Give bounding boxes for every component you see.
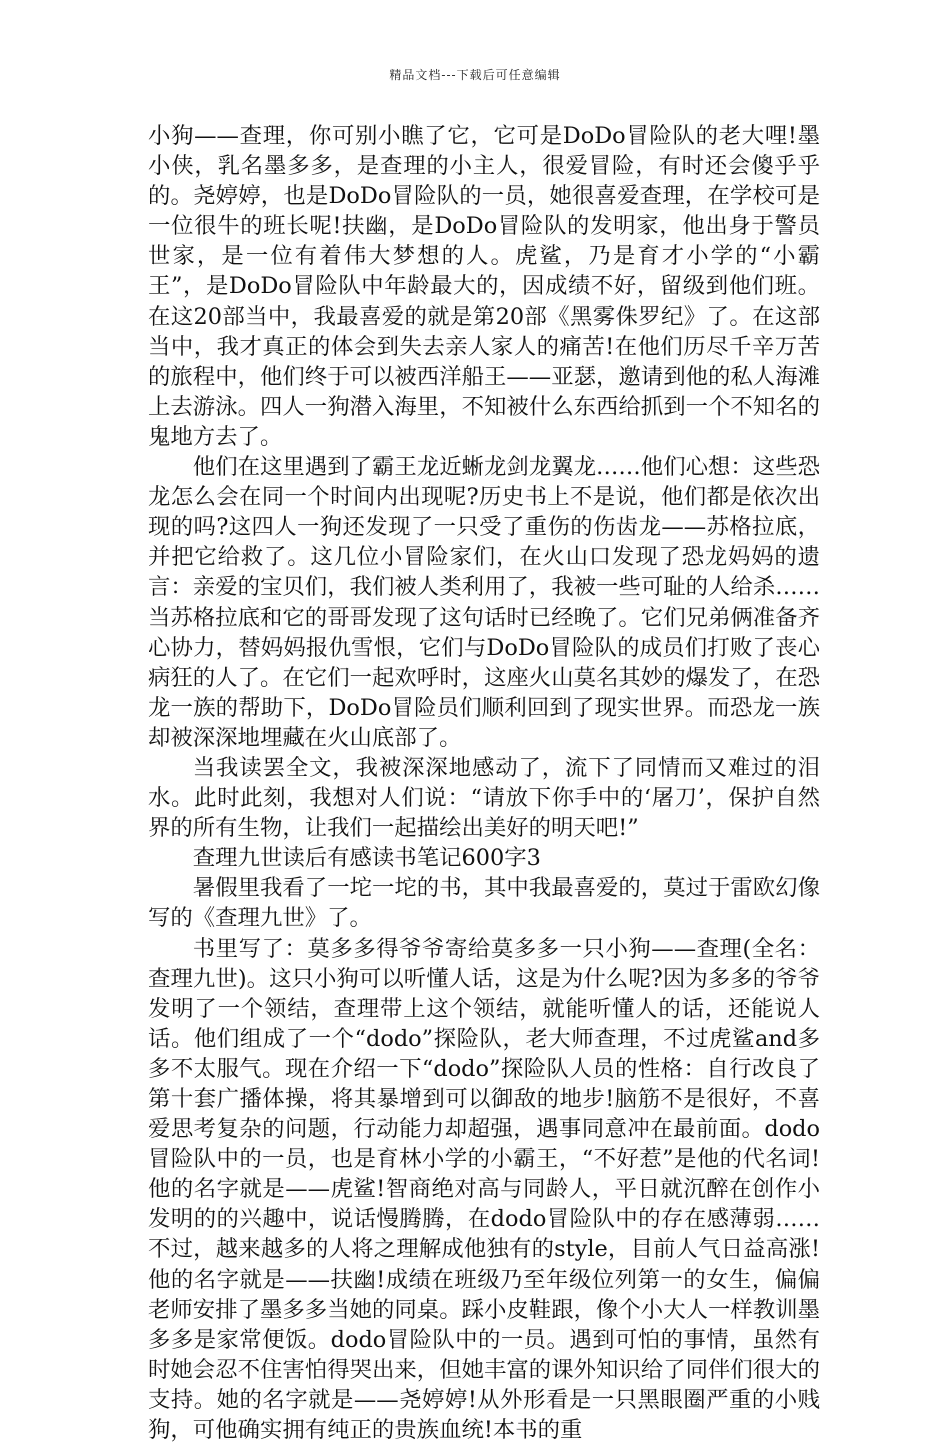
section-title: 查理九世读后有感读书笔记600字3	[192, 845, 541, 872]
paragraph-3: 当我读罢全文，我被深深地感动了，流下了同情而又难过的泪水。此时此刻，我想对人们说：“请放下你手中的‘屠刀’，保护自然界的所有生物，让我们一起描绘出美好的明天吧!”	[148, 754, 820, 842]
paragraph-5: 书里写了：莫多多得爷爷寄给莫多多一只小狗——查理(全名：查理九世)。这只小狗可以听懂人话，这是为什么呢?因为多多的爷爷发明了一个领结，查理带上这个领结，就能听懂人的话，还能说人话。他们组成了一个“dodo”探险队，老大师查理，不过虎鲨and多多不太服气。现在介绍一下“dodo”探险队人员的性格：自行改良了第十套广播体操，将其暴增到可以御敌的地步!脑筋不是很好，不喜爱思考复杂的问题，行动能力却超强，遇事同意冲在最前面。dodo冒险队中的一员，也是育林小学的小霸王，“不好惹”是他的代名词!他的名字就是——虎鲨!智商绝对高与同龄人，平日就沉醉在创作小发明的的兴趣中，说话慢腾腾，在dodo冒险队中的存在感薄弱……不过，越来越多的人将之理解成他独有的style，目前人气日益高涨!他的名字就是——扶幽!成绩在班级乃至年级位列第一的女生，偏偏老师安排了墨多多当她的同桌。踩小皮鞋跟，像个小大人一样教训墨多多是家常便饭。dodo冒险队中的一员。遇到可怕的事情，虽然有时她会忍不住害怕得哭出来，但她丰富的课外知识给了同伴们很大的支持。她的名字就是——尧婷婷!从外形看是一只黑眼圈严重的小贱狗，可他确实拥有纯正的贵族血统!本书的重	[148, 935, 820, 1444]
paragraph-2: 他们在这里遇到了霸王龙近蜥龙剑龙翼龙……他们心想：这些恐龙怎么会在同一个时间内出现呢?历史书上不是说，他们都是依次出现的吗?这四人一狗还发现了一只受了重伤的伤齿龙——苏格拉底，并把它给救了。这几位小冒险家们，在火山口发现了恐龙妈妈的遗言：亲爱的宝贝们，我们被人类利用了，我被一些可耻的人给杀……当苏格拉底和它的哥哥发现了这句话时已经晚了。它们兄弟俩准备齐心协力，替妈妈报仇雪恨，它们与DoDo冒险队的成员们打败了丧心病狂的人了。在它们一起欢呼时，这座火山莫名其妙的爆发了，在恐龙一族的帮助下，DoDo冒险员们顺利回到了现实世界。而恐龙一族却被深深地埋藏在火山底部了。	[148, 454, 820, 751]
paragraph-4: 暑假里我看了一坨一坨的书，其中我最喜爱的，莫过于雷欧幻像写的《查理九世》了。	[148, 875, 820, 932]
document-body	[148, 121, 820, 1445]
page-header: 精品文档---下载后可任意编辑	[389, 68, 561, 82]
paragraph-1: 小狗——查理，你可别小瞧了它，它可是DoDo冒险队的老大哩!墨小侠，乳名墨多多，是查理的小主人，很爱冒险，有时还会傻乎乎的。尧婷婷，也是DoDo冒险队的一员，她很喜爱查理，在学校可是一位很牛的班长呢!扶幽，是DoDo冒险队的发明家，他出身于警员世家，是一位有着伟大梦想的人。虎鲨，乃是育才小学的“小霸王”，是DoDo冒险队中年龄最大的，因成绩不好，留级到他们班。在这20部当中，我最喜爱的就是第20部《黑雾侏罗纪》了。在这部当中，我才真正的体会到失去亲人家人的痛苦!在他们历尽千辛万苦的旅程中，他们终于可以被西洋船王——亚瑟，邀请到他的私人海滩上去游泳。四人一狗潜入海里，不知被什么东西给抓到一个不知名的鬼地方去了。	[148, 123, 820, 450]
